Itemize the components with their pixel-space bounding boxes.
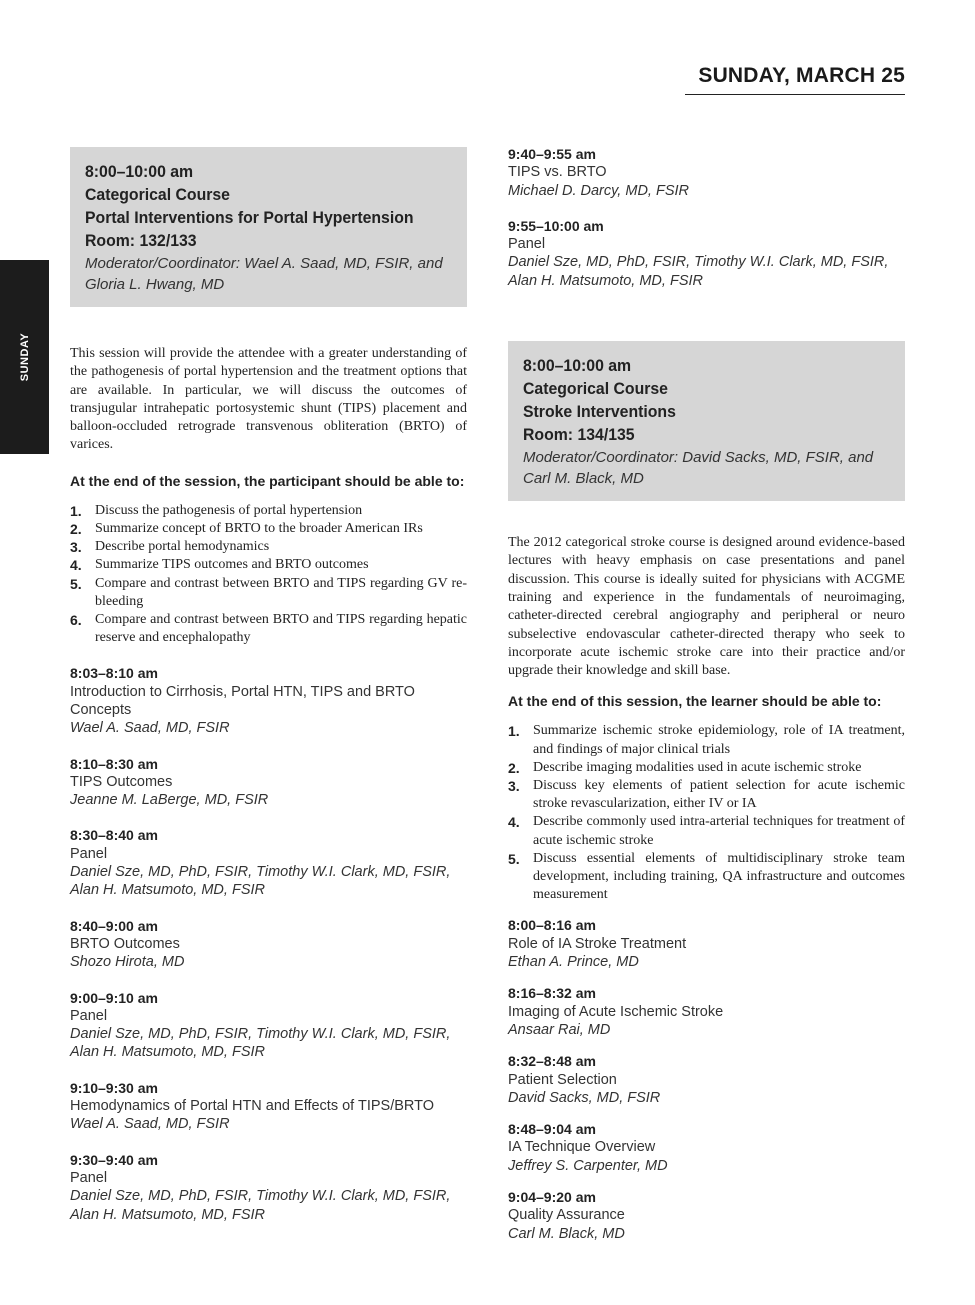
agenda-title: BRTO Outcomes — [70, 935, 180, 952]
objectives-heading: At the end of the session, the participant should be able to: — [70, 472, 465, 489]
agenda-speaker: Ethan A. Prince, MD — [508, 954, 639, 971]
agenda-title: Panel — [508, 236, 546, 253]
agenda-item — [508, 916, 905, 971]
objective-item: 4. Describe commonly used intra-arterial techniques for treatment of acute ischemic stroke — [508, 814, 905, 848]
agenda-time: 8:32–8:48 am — [508, 1053, 596, 1070]
agenda-speaker: Wael A. Saad, MD, FSIR — [70, 1116, 230, 1133]
session-type: Categorical Course — [523, 379, 668, 399]
agenda-list — [508, 916, 905, 1242]
agenda-speaker: Michael D. Darcy, MD, FSIR — [508, 182, 690, 199]
agenda-speaker: Shozo Hirota, MD — [70, 954, 185, 971]
agenda-time: 8:48–9:04 am — [508, 1121, 596, 1138]
agenda-title: Quality Assurance — [508, 1207, 625, 1224]
session-time: 8:00–10:00 am — [523, 356, 632, 376]
session-type: Categorical Course — [85, 185, 230, 204]
objective-item: 6. Compare and contrast between BRTO and TIPS regarding hepatic reserve and encephalopathy — [70, 612, 467, 646]
objective-item: 1. Discuss the pathogenesis of portal hypertension — [70, 502, 363, 519]
agenda-item — [70, 826, 467, 899]
agenda-speaker: Jeanne M. LaBerge, MD, FSIR — [70, 792, 269, 809]
day-side-tab — [0, 260, 49, 454]
agenda-title: Panel — [70, 1169, 108, 1186]
agenda-item — [70, 1079, 467, 1134]
agenda-title: TIPS vs. BRTO — [508, 164, 607, 181]
agenda-title: Panel — [70, 1007, 108, 1024]
agenda-item — [70, 989, 467, 1062]
agenda-item — [70, 755, 467, 810]
page-header — [685, 64, 905, 95]
objective-item: 3. Discuss key elements of patient selection for acute ischemic stroke revascularization, either IV or IA — [508, 778, 905, 812]
agenda-item — [508, 145, 905, 200]
agenda-item — [508, 984, 905, 1039]
agenda-time: 9:55–10:00 am — [508, 217, 604, 234]
agenda-item — [508, 1052, 905, 1107]
agenda-time: 9:10–9:30 am — [70, 1079, 158, 1096]
page-title: SUNDAY, MARCH 25 — [685, 64, 905, 95]
agenda-time: 8:10–8:30 am — [70, 755, 158, 772]
session-title: Portal Interventions for Portal Hypertension — [85, 208, 414, 227]
agenda-title: Role of IA Stroke Treatment — [508, 935, 687, 952]
agenda-title: Introduction to Cirrhosis, Portal HTN, TIPS and BRTO Concepts — [70, 683, 415, 718]
agenda-time: 9:00–9:10 am — [70, 989, 158, 1006]
agenda-list-continued — [508, 145, 905, 290]
session-room: Room: 134/135 — [523, 425, 635, 445]
agenda-item — [508, 1120, 905, 1175]
day-side-tab-label: SUNDAY — [18, 332, 31, 382]
agenda-speaker: Daniel Sze, MD, PhD, FSIR, Timothy W.I. Clark, MD, FSIR, Alan H. Matsumoto, MD, FSIR — [508, 254, 889, 289]
session-description: This session will provide the attendee with a greater understanding of the pathogenesis of portal hypertension and the treatment options that are available. In particular, we will discuss the outcomes of transjugular intrahepatic portosystemic shunt (TIPS) placement and balloon-occluded retrograde transvenous obliteration (BRTO) of varices. — [70, 346, 467, 453]
session-room: Room: 132/133 — [85, 231, 197, 250]
agenda-speaker: David Sacks, MD, FSIR — [508, 1089, 661, 1106]
objective-item: 5. Compare and contrast between BRTO and TIPS regarding GV re-bleeding — [70, 575, 467, 609]
session-moderator: Moderator/Coordinator: Wael A. Saad, MD, FSIR, and Gloria L. Hwang, MD — [85, 255, 443, 293]
agenda-speaker: Jeffrey S. Carpenter, MD — [508, 1157, 668, 1174]
agenda-item — [70, 664, 467, 737]
agenda-item — [70, 917, 467, 972]
agenda-item — [508, 1188, 905, 1243]
left-column — [70, 147, 467, 1241]
agenda-speaker: Ansaar Rai, MD — [508, 1021, 611, 1038]
session-header-box — [508, 341, 905, 501]
agenda-item — [70, 1151, 467, 1224]
agenda-title: Patient Selection — [508, 1071, 617, 1088]
agenda-speaker: Carl M. Black, MD — [508, 1225, 625, 1242]
agenda-time: 9:40–9:55 am — [508, 146, 596, 162]
objective-item: 3. Describe portal hemodynamics — [70, 539, 270, 556]
objectives-heading: At the end of this session, the learner should be able to: — [508, 693, 882, 710]
session-time: 8:00–10:00 am — [85, 162, 194, 181]
agenda-time: 8:40–9:00 am — [70, 917, 158, 934]
agenda-time: 9:04–9:20 am — [508, 1189, 596, 1206]
agenda-title: Hemodynamics of Portal HTN and Effects of TIPS/BRTO — [70, 1098, 434, 1115]
session-description: The 2012 categorical stroke course is designed around evidence-based lectures with heavy emphasis on case presentations and panel discussion. This course is ideally suited for physicians with ACGME training and experience in the fundamentals of neuroimaging, catheter-directed cerebral angiography and peripheral or neuro subselective endovascular catheter-directed therapy who seek to incorporate acute ischemic stroke care into their practice and/or upgrade their knowledge and skill base. — [508, 535, 905, 679]
agenda-time: 8:16–8:32 am — [508, 985, 596, 1002]
objectives-list — [508, 722, 905, 904]
agenda-time: 8:30–8:40 am — [70, 827, 158, 844]
agenda-speaker: Daniel Sze, MD, PhD, FSIR, Timothy W.I. Clark, MD, FSIR, Alan H. Matsumoto, MD, FSIR — [70, 864, 451, 899]
objective-item: 1. Summarize ischemic stroke epidemiology, role of IA treatment, and findings of major clinical trials — [508, 723, 905, 757]
session-moderator: Moderator/Coordinator: David Sacks, MD, FSIR, and Carl M. Black, MD — [523, 449, 874, 488]
agenda-speaker: Daniel Sze, MD, PhD, FSIR, Timothy W.I. Clark, MD, FSIR, Alan H. Matsumoto, MD, FSIR — [70, 1026, 451, 1061]
agenda-list — [70, 664, 467, 1223]
agenda-speaker: Daniel Sze, MD, PhD, FSIR, Timothy W.I. Clark, MD, FSIR, Alan H. Matsumoto, MD, FSIR — [70, 1188, 451, 1223]
session-title: Stroke Interventions — [523, 402, 676, 422]
agenda-item — [508, 217, 905, 290]
objective-item: 2. Describe imaging modalities used in acute ischemic stroke — [508, 759, 862, 776]
session-header-box — [70, 147, 467, 307]
objective-item: 5. Discuss essential elements of multidisciplinary stroke team development, including training, QA infrastructure and outcomes measurement — [508, 850, 905, 903]
agenda-title: IA Technique Overview — [508, 1139, 656, 1156]
objectives-list — [70, 502, 467, 648]
objective-item: 2. Summarize concept of BRTO to the broader American IRs — [70, 520, 423, 537]
agenda-title: TIPS Outcomes — [70, 773, 173, 790]
agenda-time: 9:30–9:40 am — [70, 1151, 158, 1168]
agenda-speaker: Wael A. Saad, MD, FSIR — [70, 720, 230, 737]
objective-item: 4. Summarize TIPS outcomes and BRTO outcomes — [70, 557, 369, 574]
agenda-title: Imaging of Acute Ischemic Stroke — [508, 1003, 724, 1020]
agenda-time: 8:03–8:10 am — [70, 665, 158, 682]
right-column — [508, 145, 905, 1243]
agenda-time: 8:00–8:16 am — [508, 917, 596, 934]
agenda-title: Panel — [70, 845, 108, 862]
